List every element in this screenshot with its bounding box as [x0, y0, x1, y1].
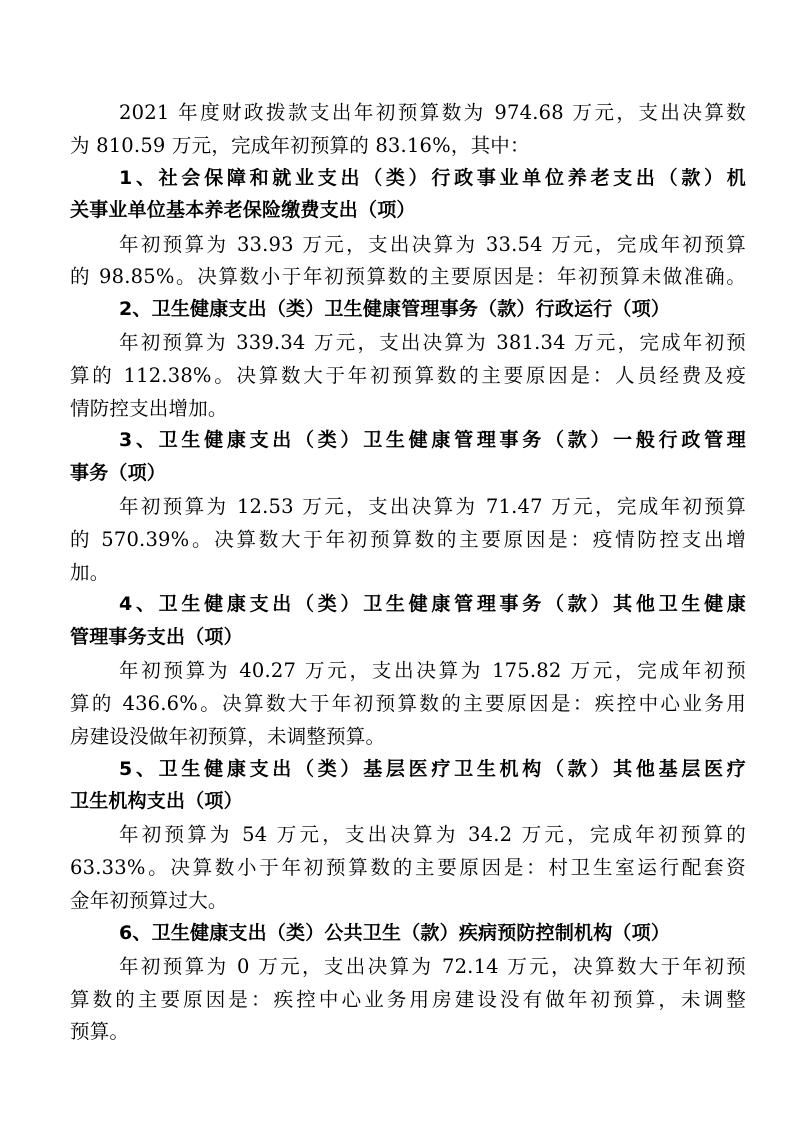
item-2-heading: 2、卫生健康支出（类）卫生健康管理事务（款）行政运行（项）: [119, 298, 671, 320]
item-2-body-line-3: 情防控支出增加。: [70, 397, 228, 420]
item-4-body-line-3: 房建设没做年初预算，未调整预算。: [70, 725, 386, 748]
item-1-body-line-2: 的 98.85%。决算数小于年初预算数的主要原因是：年初预算未做准确。: [70, 265, 746, 288]
intro-line-2: 为 810.59 万元，完成年初预算的 83.16%，其中：: [70, 134, 530, 157]
item-2-body-line-2: 算的 112.38%。决算数大于年初预算数的主要原因是：人员经费及疫: [70, 364, 746, 387]
item-5-heading-line-1: 5、卫生健康支出（类）基层医疗卫生机构（款）其他基层医疗: [119, 758, 746, 780]
item-6-body-line-3: 预算。: [70, 1020, 130, 1043]
item-6-body-line-1: 年初预算为 0 万元，支出决算为 72.14 万元，决算数大于年初预: [119, 955, 746, 978]
intro-line-1: 2021 年度财政拨款支出年初预算数为 974.68 万元，支出决算数: [119, 101, 746, 124]
item-1-heading-line-1: 1、社会保障和就业支出（类）行政事业单位养老支出（款）机: [119, 167, 746, 189]
item-6-body-line-2: 算数的主要原因是：疾控中心业务用房建设没有做年初预算，未调整: [70, 988, 746, 1011]
item-6-heading: 6、卫生健康支出（类）公共卫生（款）疾病预防控制机构（项）: [119, 922, 671, 944]
item-4-heading-line-1: 4、卫生健康支出（类）卫生健康管理事务（款）其他卫生健康: [119, 593, 746, 615]
item-3-heading-line-1: 3、卫生健康支出（类）卫生健康管理事务（款）一般行政管理: [119, 429, 746, 451]
item-3-body-line-3: 加。: [70, 561, 110, 584]
item-4-heading-line-2: 管理事务支出（项）: [70, 626, 243, 648]
item-5-body-line-3: 金年初预算过大。: [70, 889, 228, 912]
item-4-body-line-2: 算的 436.6%。决算数大于年初预算数的主要原因是：疾控中心业务用: [70, 692, 746, 715]
item-3-heading-line-2: 事务（项）: [70, 462, 167, 484]
item-4-body-line-1: 年初预算为 40.27 万元，支出决算为 175.82 万元，完成年初预: [119, 659, 746, 682]
item-3-body-line-1: 年初预算为 12.53 万元，支出决算为 71.47 万元，完成年初预算: [119, 495, 746, 518]
item-5-body-line-1: 年初预算为 54 万元，支出决算为 34.2 万元，完成年初预算的: [119, 823, 746, 846]
item-1-body-line-1: 年初预算为 33.93 万元，支出决算为 33.54 万元，完成年初预算: [119, 233, 746, 256]
item-5-heading-line-2: 卫生机构支出（项）: [70, 790, 243, 812]
item-2-body-line-1: 年初预算为 339.34 万元，支出决算为 381.34 万元，完成年初预: [119, 331, 746, 354]
item-3-body-line-2: 的 570.39%。决算数大于年初预算数的主要原因是：疫情防控支出增: [70, 528, 746, 551]
item-5-body-line-2: 63.33%。决算数小于年初预算数的主要原因是：村卫生室运行配套资: [70, 856, 746, 879]
item-1-heading-line-2: 关事业单位基本养老保险缴费支出（项）: [70, 199, 416, 221]
